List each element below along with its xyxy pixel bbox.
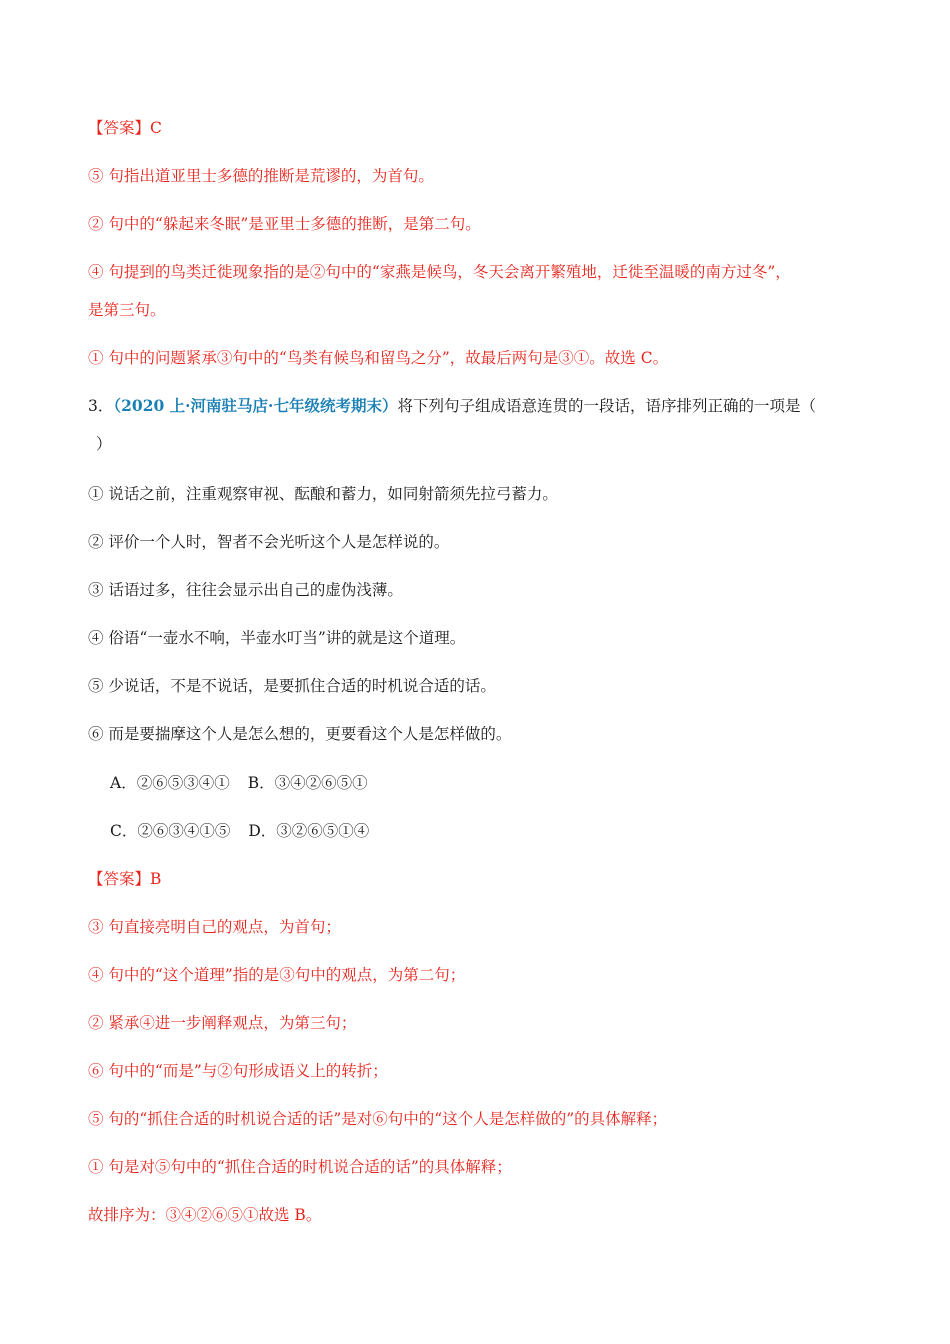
answer-explanation-line: ② 句中的“躲起来冬眠”是亚里士多德的推断，是第二句。	[88, 215, 481, 233]
sentence-item: ⑥ 而是要揣摩这个人是怎么想的，更要看这个人是怎样做的。	[88, 725, 512, 743]
question-number: 3．	[88, 397, 114, 415]
sentence-item: ① 说话之前，注重观察审视、酝酿和蓄力，如同射箭须先拉弓蓄力。	[88, 485, 558, 503]
answer-label: 【答案】C	[88, 119, 162, 137]
answer-explanation-line: ① 句是对⑤句中的“抓住合适的时机说合适的话”的具体解释；	[88, 1158, 512, 1176]
option-b: B．③④②⑥⑤①	[247, 774, 368, 792]
options-row	[110, 820, 862, 842]
answer-explanation-line: ⑥ 句中的“而是”与②句形成语义上的转折；	[88, 1062, 388, 1080]
sentence-item: ⑤ 少说话，不是不说话，是要抓住合适的时机说合适的话。	[88, 677, 496, 695]
sentence-item: ② 评价一个人时，智者不会光听这个人是怎样说的。	[88, 533, 450, 551]
option-c: C．②⑥③④①⑤	[110, 822, 231, 840]
answer-label: 【答案】B	[88, 870, 162, 888]
answer-conclusion: 故排序为：③④②⑥⑤①故选 B。	[88, 1206, 322, 1224]
option-d: D．③②⑥⑤①④	[248, 822, 370, 840]
answer-explanation-line: ② 紧承④进一步阐释观点，为第三句；	[88, 1014, 357, 1032]
answer-explanation-line: ⑤ 句的“抓住合适的时机说合适的话”是对⑥句中的“这个人是怎样做的”的具体解释；	[88, 1110, 668, 1128]
answer-explanation-line: ④ 句中的“这个道理”指的是③句中的观点，为第二句；	[88, 966, 466, 984]
answer-explanation-line: ⑤ 句指出道亚里士多德的推断是荒谬的，为首句。	[88, 167, 434, 185]
answer-explanation-line: 是第三句。	[88, 301, 166, 319]
question-stem	[88, 395, 862, 417]
question-stem-end: ）	[96, 435, 112, 453]
options-row	[110, 772, 862, 794]
question-source: （2020 上·河南驻马店·七年级统考期末）	[113, 396, 398, 415]
sentence-item: ④ 俗语“一壶水不响，半壶水叮当”讲的就是这个道理。	[88, 629, 466, 647]
sentence-item: ③ 话语过多，往往会显示出自己的虚伪浅薄。	[88, 581, 403, 599]
answer-explanation-line: ③ 句直接亮明自己的观点，为首句；	[88, 918, 341, 936]
option-a: A．②⑥⑤③④①	[110, 774, 230, 792]
question-stem-text: 将下列句子组成语意连贯的一段话，语序排列正确的一项是（	[397, 397, 816, 415]
answer-explanation-line: ① 句中的问题紧承③句中的“鸟类有候鸟和留鸟之分”，故最后两句是③①。故选 C。	[88, 349, 669, 367]
answer-explanation-line: ④ 句提到的鸟类迁徙现象指的是②句中的“家燕是候鸟，冬天会离开繁殖地，迁徙至温暖的南方过冬”，	[88, 263, 791, 281]
